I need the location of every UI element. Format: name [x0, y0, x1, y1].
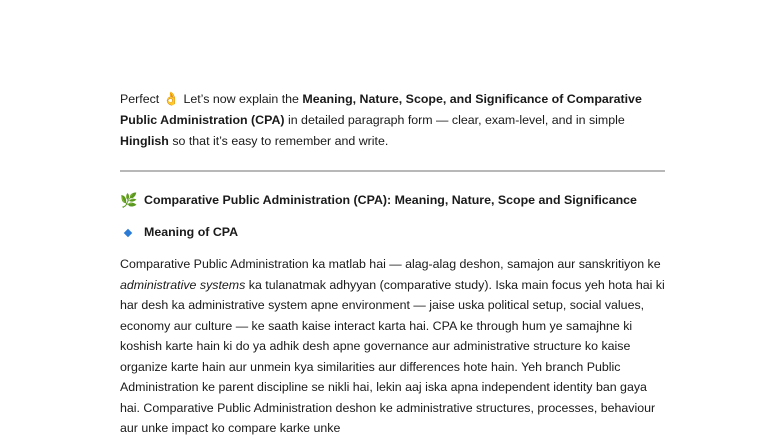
intro-text-3: in detailed paragraph form — clear, exam-level, and in simple	[284, 113, 625, 127]
intro-bold-2: Hinglish	[120, 134, 169, 148]
body-paragraph	[120, 254, 665, 439]
blue-diamond-icon	[124, 228, 132, 236]
intro-bold-1: Meaning, Nature, Scope, and Significance of Comparative Public Administration (CPA)	[120, 92, 642, 127]
body-text-2: ka tulanatmak adhyyan (comparative study). Iska main focus yeh hota hai ki har desh ka administrative system apne environment — jaise uska political setup, social values, economy aur culture — ke saath kaise interact karta hai. CPA ke through hum ye samajhne ki koshish karte hain ki do ya adhik desh apne governance aur administrative structure ko kaise organize karte hain aur unmein kya similarities aur differences hote hain. Yeh branch Public Administration ke parent discipline se nikli hai, lekin aaj iska apna independent identity ban gaya hai. Comparative Public Administration deshon ke administrative structures, processes, behaviour aur unke impact ko compare karke unke	[120, 277, 665, 435]
horizontal-divider	[120, 170, 665, 172]
body-text-1: Comparative Public Administration ka matlab hai — alag-alag deshon, samajon aur sanskritiyon ke	[120, 257, 661, 271]
intro-text-4: so that it’s easy to remember and write.	[168, 134, 389, 148]
leaf-icon: 🌿	[120, 192, 138, 208]
subsection-heading	[120, 222, 665, 243]
intro-paragraph	[120, 88, 665, 152]
intro-text-1: Perfect	[120, 92, 160, 106]
body-italic: administrative systems	[120, 277, 246, 292]
section-heading-title: Comparative Public Administration (CPA): Meaning, Nature, Scope and Significance	[144, 193, 637, 207]
intro-text-2: Let’s now explain the	[183, 92, 303, 106]
subsection-heading-title: Meaning of CPA	[144, 225, 239, 239]
section-heading	[120, 190, 665, 211]
ok-hand-icon: 👌	[163, 91, 180, 106]
